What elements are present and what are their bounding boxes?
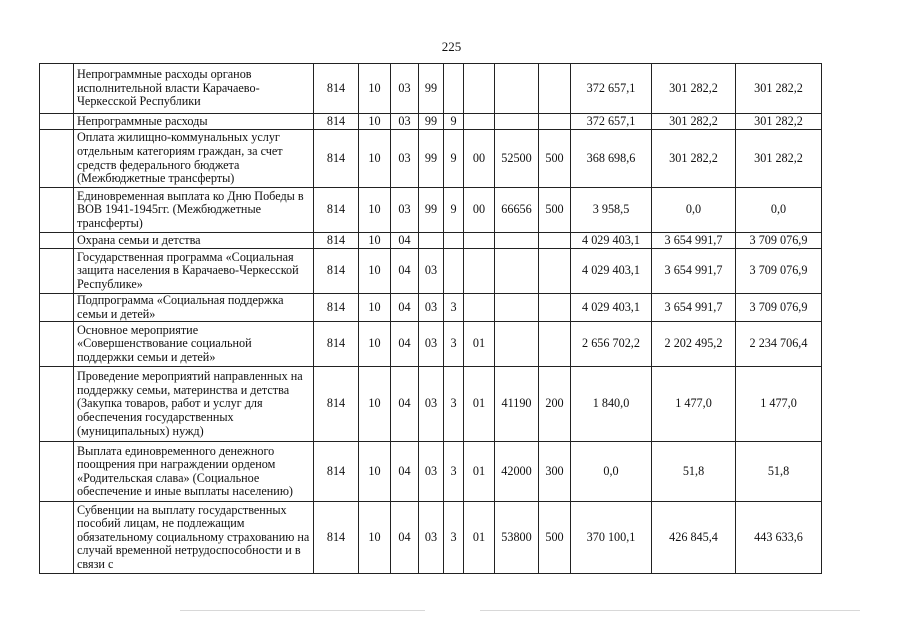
row-amount-2: 2 202 495,2 (652, 322, 736, 367)
row-program-code: 03 (419, 249, 444, 294)
row-amount-1: 2 656 702,2 (571, 322, 652, 367)
row-blank-cell (40, 114, 74, 130)
row-event-code (464, 294, 495, 322)
row-admin-code: 814 (314, 233, 359, 249)
row-amount-1: 372 657,1 (571, 114, 652, 130)
row-blank-cell (40, 233, 74, 249)
row-admin-code: 814 (314, 367, 359, 442)
row-section-code: 10 (359, 294, 391, 322)
row-name-cell: Оплата жилищно-коммунальных услуг отдельным категориям граждан, за счет средств федерального бюджета (Межбюджетные трансферты) (74, 130, 314, 188)
row-name-cell: Основное мероприятие «Совершенствование социальной поддержки семьи и детей» (74, 322, 314, 367)
row-admin-code: 814 (314, 322, 359, 367)
row-subsection-code: 04 (391, 294, 419, 322)
row-amount-1: 3 958,5 (571, 188, 652, 233)
row-subprogram-code: 9 (444, 188, 464, 233)
row-amount-2: 3 654 991,7 (652, 233, 736, 249)
row-amount-2: 301 282,2 (652, 114, 736, 130)
row-section-code: 10 (359, 130, 391, 188)
budget-table (39, 63, 822, 574)
row-amount-2: 301 282,2 (652, 130, 736, 188)
row-vr-code (539, 322, 571, 367)
row-vr-code: 500 (539, 502, 571, 574)
row-blank-cell (40, 249, 74, 294)
row-amount-3: 443 633,6 (736, 502, 822, 574)
row-amount-3: 301 282,2 (736, 64, 822, 114)
row-subprogram-code: 3 (444, 294, 464, 322)
row-blank-cell (40, 322, 74, 367)
row-vr-code (539, 114, 571, 130)
row-amount-1: 368 698,6 (571, 130, 652, 188)
row-section-code: 10 (359, 322, 391, 367)
row-program-code: 03 (419, 442, 444, 502)
row-program-code: 03 (419, 502, 444, 574)
row-section-code: 10 (359, 502, 391, 574)
row-amount-3: 3 709 076,9 (736, 294, 822, 322)
row-program-code: 03 (419, 322, 444, 367)
row-direction-code: 52500 (495, 130, 539, 188)
row-vr-code (539, 233, 571, 249)
row-subprogram-code: 3 (444, 322, 464, 367)
row-blank-cell (40, 367, 74, 442)
row-admin-code: 814 (314, 64, 359, 114)
row-subsection-code: 03 (391, 64, 419, 114)
row-amount-3: 1 477,0 (736, 367, 822, 442)
row-admin-code: 814 (314, 249, 359, 294)
row-direction-code (495, 114, 539, 130)
row-subsection-code: 04 (391, 233, 419, 249)
table-row (40, 188, 822, 233)
row-event-code: 01 (464, 367, 495, 442)
table-row (40, 502, 822, 574)
row-subprogram-code (444, 249, 464, 294)
row-event-code: 01 (464, 502, 495, 574)
row-name-cell: Непрограммные расходы органов исполнительной власти Карачаево-Черкесской Республики (74, 64, 314, 114)
table-body (40, 64, 822, 574)
row-direction-code (495, 64, 539, 114)
row-direction-code (495, 322, 539, 367)
row-amount-2: 51,8 (652, 442, 736, 502)
row-amount-1: 370 100,1 (571, 502, 652, 574)
table-row (40, 322, 822, 367)
row-subprogram-code: 3 (444, 502, 464, 574)
row-admin-code: 814 (314, 502, 359, 574)
row-event-code: 01 (464, 322, 495, 367)
table-row (40, 294, 822, 322)
row-admin-code: 814 (314, 442, 359, 502)
row-event-code (464, 233, 495, 249)
row-direction-code (495, 233, 539, 249)
row-blank-cell (40, 64, 74, 114)
row-subsection-code: 04 (391, 322, 419, 367)
row-amount-3: 0,0 (736, 188, 822, 233)
row-amount-1: 0,0 (571, 442, 652, 502)
row-section-code: 10 (359, 367, 391, 442)
row-subsection-code: 04 (391, 249, 419, 294)
table-row (40, 130, 822, 188)
row-name-cell: Единовременная выплата ко Дню Победы в ВОВ 1941-1945гг. (Межбюджетные трансферты) (74, 188, 314, 233)
row-subsection-code: 04 (391, 367, 419, 442)
row-section-code: 10 (359, 442, 391, 502)
row-vr-code (539, 294, 571, 322)
row-name-cell: Охрана семьи и детства (74, 233, 314, 249)
row-section-code: 10 (359, 114, 391, 130)
row-amount-2: 426 845,4 (652, 502, 736, 574)
row-subsection-code: 03 (391, 130, 419, 188)
row-amount-3: 301 282,2 (736, 130, 822, 188)
page-number: 225 (441, 39, 462, 54)
table-row (40, 64, 822, 114)
row-event-code: 01 (464, 442, 495, 502)
row-subsection-code: 04 (391, 442, 419, 502)
row-event-code: 00 (464, 188, 495, 233)
row-vr-code: 500 (539, 130, 571, 188)
row-vr-code: 500 (539, 188, 571, 233)
row-program-code: 99 (419, 64, 444, 114)
row-amount-2: 0,0 (652, 188, 736, 233)
row-event-code (464, 64, 495, 114)
row-amount-2: 3 654 991,7 (652, 249, 736, 294)
footer-rule-right (480, 610, 860, 611)
row-direction-code: 53800 (495, 502, 539, 574)
row-section-code: 10 (359, 188, 391, 233)
row-section-code: 10 (359, 233, 391, 249)
row-amount-3: 2 234 706,4 (736, 322, 822, 367)
row-admin-code: 814 (314, 130, 359, 188)
row-subprogram-code: 3 (444, 367, 464, 442)
row-amount-1: 4 029 403,1 (571, 233, 652, 249)
row-direction-code (495, 294, 539, 322)
row-amount-2: 301 282,2 (652, 64, 736, 114)
row-admin-code: 814 (314, 188, 359, 233)
row-name-cell: Государственная программа «Социальная защита населения в Карачаево-Черкесской Республике» (74, 249, 314, 294)
row-direction-code: 41190 (495, 367, 539, 442)
row-amount-3: 301 282,2 (736, 114, 822, 130)
row-admin-code: 814 (314, 294, 359, 322)
row-direction-code: 66656 (495, 188, 539, 233)
row-program-code: 99 (419, 114, 444, 130)
row-program-code: 03 (419, 367, 444, 442)
row-section-code: 10 (359, 249, 391, 294)
table-row (40, 249, 822, 294)
row-subprogram-code (444, 233, 464, 249)
row-name-cell: Субвенции на выплату государственных пособий лицам, не подлежащим обязательному социальному страхованию на случай временной нетрудоспособности и в связи с (74, 502, 314, 574)
row-direction-code (495, 249, 539, 294)
table-row (40, 442, 822, 502)
row-amount-1: 4 029 403,1 (571, 249, 652, 294)
row-amount-1: 4 029 403,1 (571, 294, 652, 322)
row-subsection-code: 03 (391, 114, 419, 130)
row-vr-code (539, 249, 571, 294)
row-blank-cell (40, 188, 74, 233)
row-blank-cell (40, 294, 74, 322)
row-event-code (464, 249, 495, 294)
table-row (40, 114, 822, 130)
table-row (40, 233, 822, 249)
row-name-cell: Проведение мероприятий направленных на поддержку семьи, материнства и детства (Закупка товаров, работ и услуг для обеспечения государственных (муниципальных) нужд) (74, 367, 314, 442)
row-event-code: 00 (464, 130, 495, 188)
row-blank-cell (40, 502, 74, 574)
row-amount-1: 372 657,1 (571, 64, 652, 114)
row-subsection-code: 04 (391, 502, 419, 574)
table-row (40, 367, 822, 442)
row-program-code: 99 (419, 130, 444, 188)
row-amount-3: 3 709 076,9 (736, 233, 822, 249)
row-subprogram-code: 9 (444, 114, 464, 130)
row-program-code: 03 (419, 294, 444, 322)
row-blank-cell (40, 130, 74, 188)
row-amount-3: 51,8 (736, 442, 822, 502)
row-name-cell: Подпрограмма «Социальная поддержка семьи и детей» (74, 294, 314, 322)
row-subprogram-code: 9 (444, 130, 464, 188)
row-amount-1: 1 840,0 (571, 367, 652, 442)
footer-rule-left (180, 610, 425, 611)
row-vr-code (539, 64, 571, 114)
row-section-code: 10 (359, 64, 391, 114)
row-subsection-code: 03 (391, 188, 419, 233)
row-subprogram-code: 3 (444, 442, 464, 502)
row-vr-code: 300 (539, 442, 571, 502)
row-subprogram-code (444, 64, 464, 114)
row-program-code: 99 (419, 188, 444, 233)
row-vr-code: 200 (539, 367, 571, 442)
row-amount-2: 1 477,0 (652, 367, 736, 442)
row-event-code (464, 114, 495, 130)
row-direction-code: 42000 (495, 442, 539, 502)
row-name-cell: Непрограммные расходы (74, 114, 314, 130)
row-admin-code: 814 (314, 114, 359, 130)
row-blank-cell (40, 442, 74, 502)
row-program-code (419, 233, 444, 249)
row-name-cell: Выплата единовременного денежного поощрения при награждении орденом «Родительская слава» (Социальное обеспечение и иные выплаты населению) (74, 442, 314, 502)
row-amount-3: 3 709 076,9 (736, 249, 822, 294)
row-amount-2: 3 654 991,7 (652, 294, 736, 322)
